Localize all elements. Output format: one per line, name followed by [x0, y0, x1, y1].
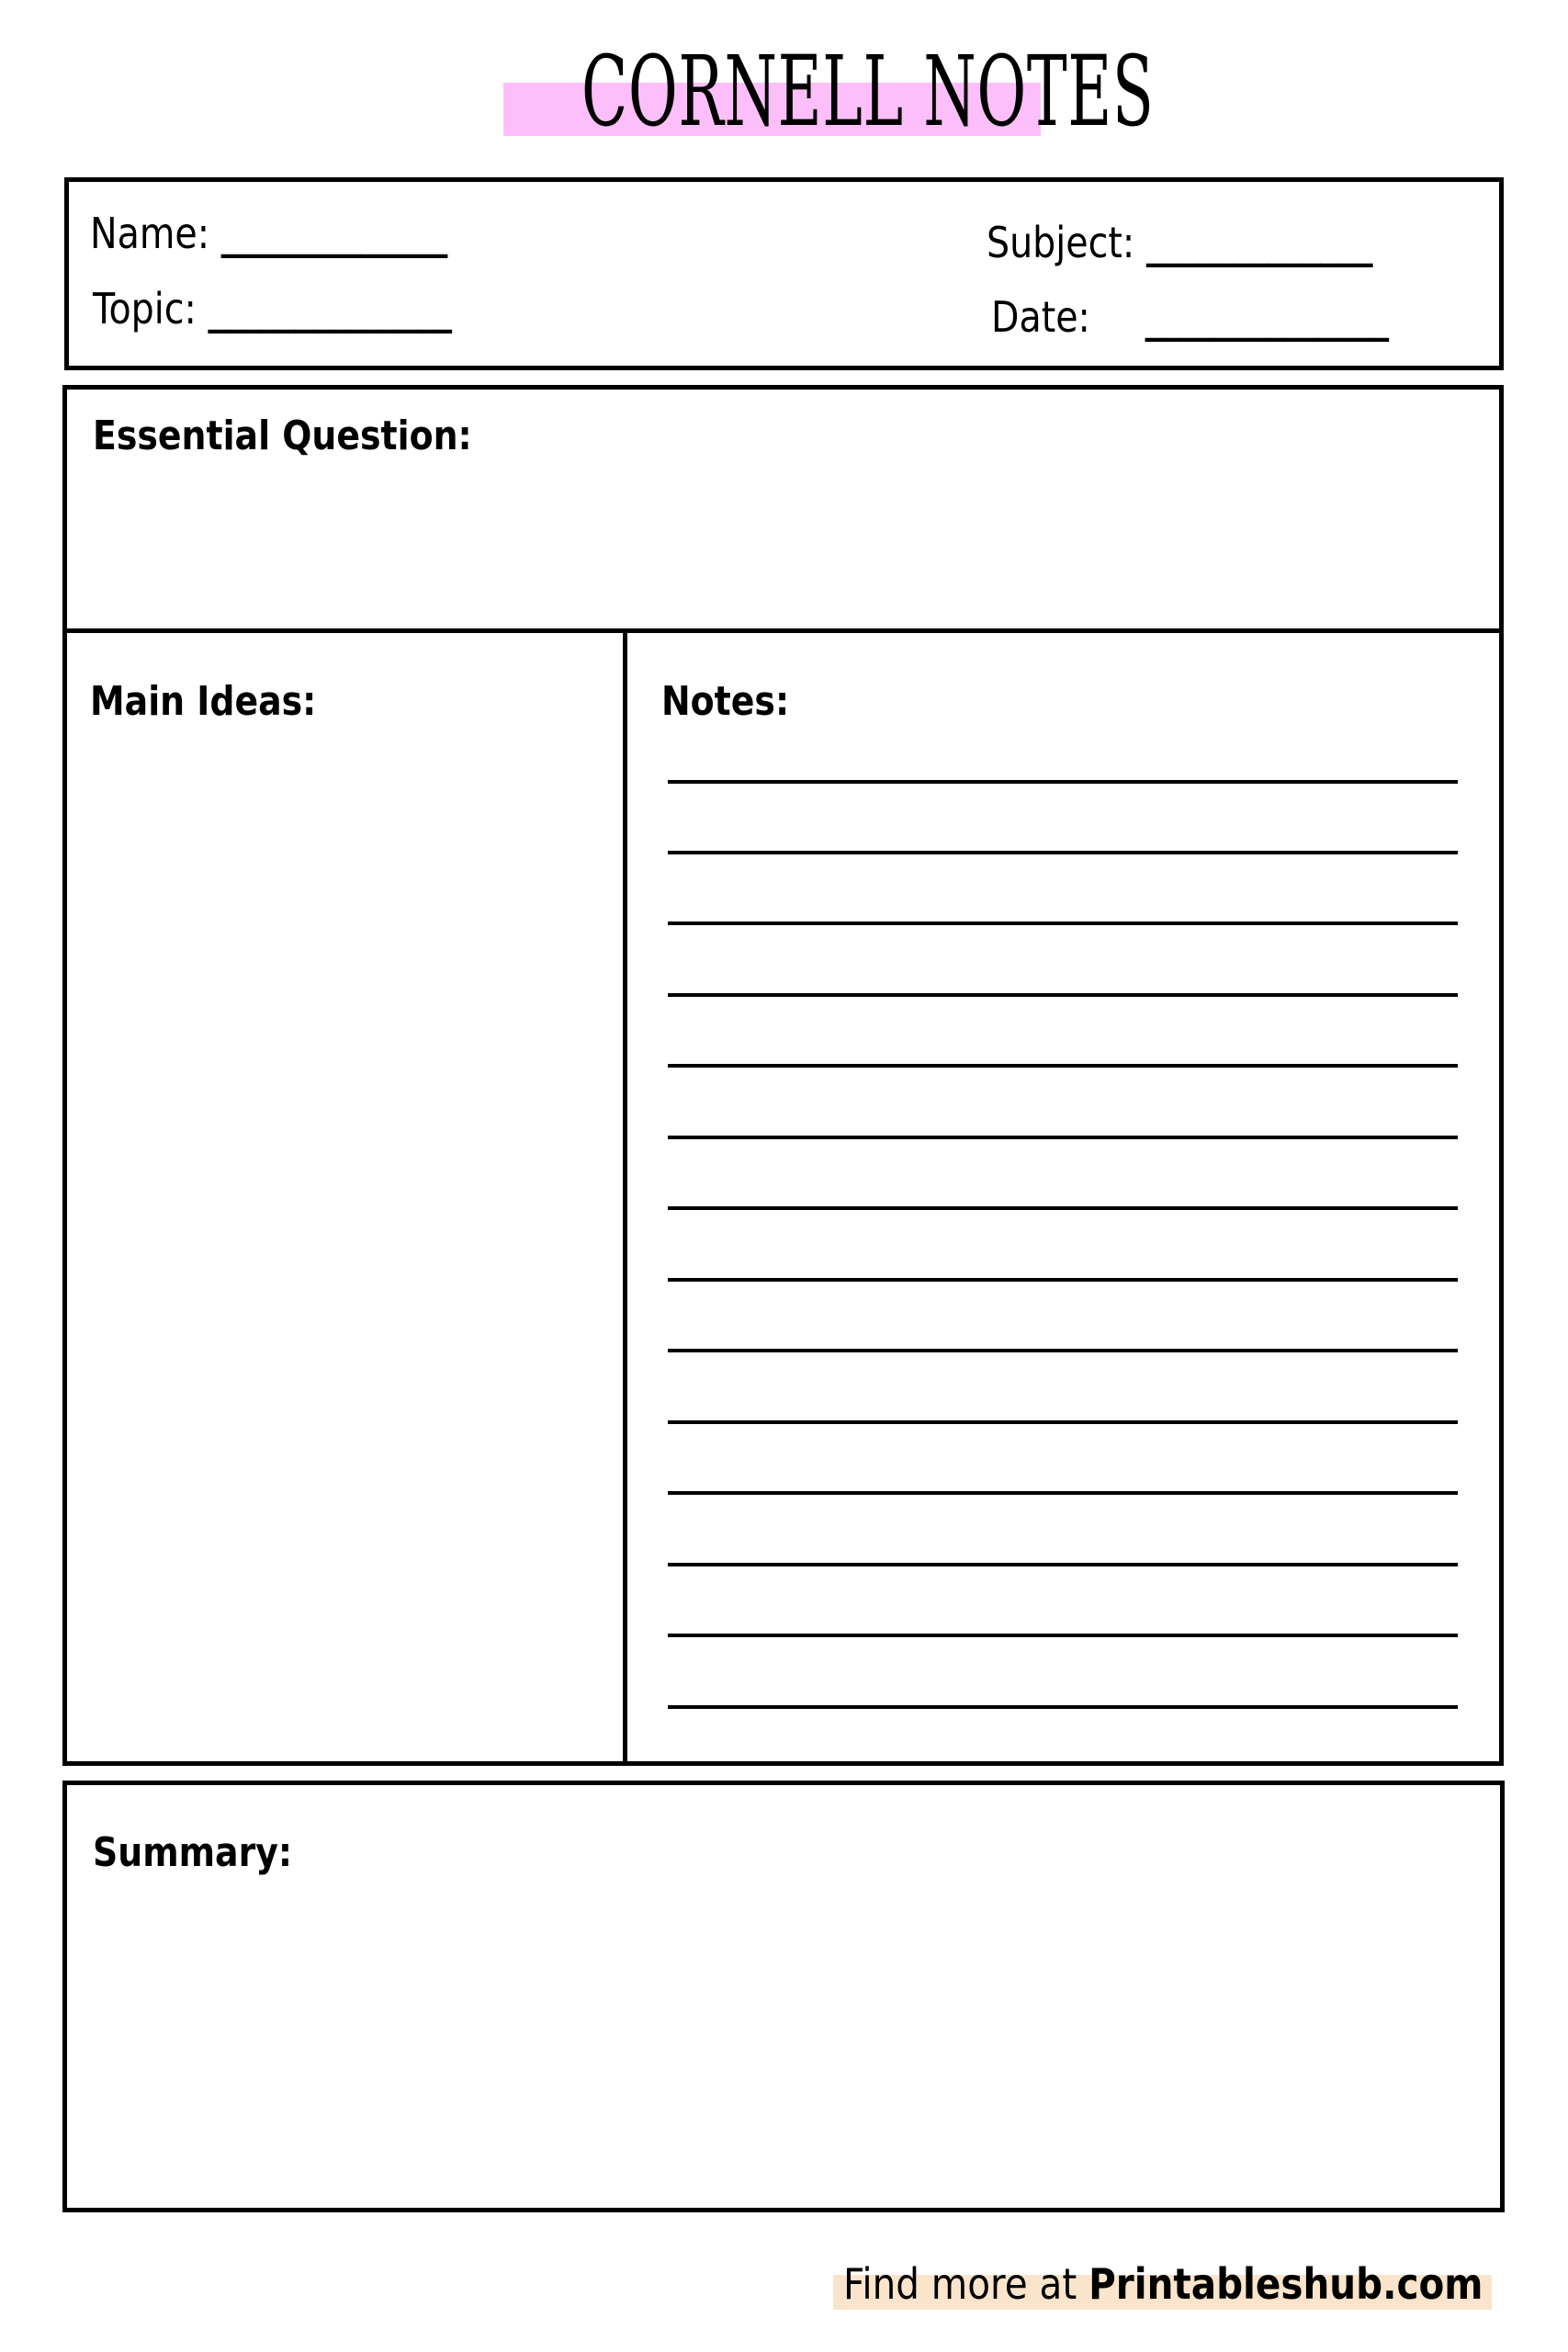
date-blank[interactable]: ______________: [1145, 292, 1389, 342]
footer-credit: [843, 2258, 1483, 2310]
date-label: Date:: [991, 292, 1090, 342]
notes-line[interactable]: [668, 1491, 1458, 1495]
notes-line[interactable]: [668, 1064, 1458, 1068]
essential-question-label: Essential Question:: [93, 413, 472, 459]
notes-line[interactable]: [668, 1136, 1458, 1139]
notes-line[interactable]: [668, 851, 1458, 854]
subject-blank[interactable]: _____________: [1145, 218, 1372, 267]
footer-brand-link[interactable]: Printableshub.com: [1089, 2259, 1483, 2309]
notes-label: Notes:: [661, 678, 790, 725]
essential-question-divider: [62, 628, 1504, 633]
notes-line[interactable]: [668, 1349, 1458, 1352]
name-field[interactable]: [90, 209, 447, 257]
notes-line[interactable]: [668, 922, 1458, 925]
notes-line[interactable]: [668, 780, 1458, 784]
page-title: CORNELL NOTES: [581, 35, 1155, 148]
main-ideas-area[interactable]: [67, 735, 618, 1759]
subject-label: Subject:: [987, 218, 1135, 267]
summary-area[interactable]: [67, 1893, 1500, 2205]
notes-line[interactable]: [668, 993, 1458, 997]
footer-prefix: Find more at: [843, 2259, 1089, 2309]
main-ideas-label: Main Ideas:: [90, 678, 317, 725]
topic-field[interactable]: [93, 285, 451, 333]
name-label: Name:: [90, 209, 210, 258]
column-divider: [623, 630, 627, 1766]
notes-line[interactable]: [668, 1278, 1458, 1282]
subject-field[interactable]: [987, 219, 1372, 266]
summary-label: Summary:: [93, 1829, 293, 1876]
notes-line[interactable]: [668, 1705, 1458, 1709]
essential-question-area[interactable]: [67, 478, 1499, 625]
name-blank[interactable]: _____________: [220, 209, 447, 258]
notes-line[interactable]: [668, 1420, 1458, 1424]
notes-line[interactable]: [668, 1634, 1458, 1637]
date-field[interactable]: [991, 293, 1388, 341]
topic-blank[interactable]: ______________: [208, 284, 452, 334]
notes-line[interactable]: [668, 1206, 1458, 1210]
topic-label: Topic:: [93, 284, 197, 334]
notes-line[interactable]: [668, 1563, 1458, 1566]
